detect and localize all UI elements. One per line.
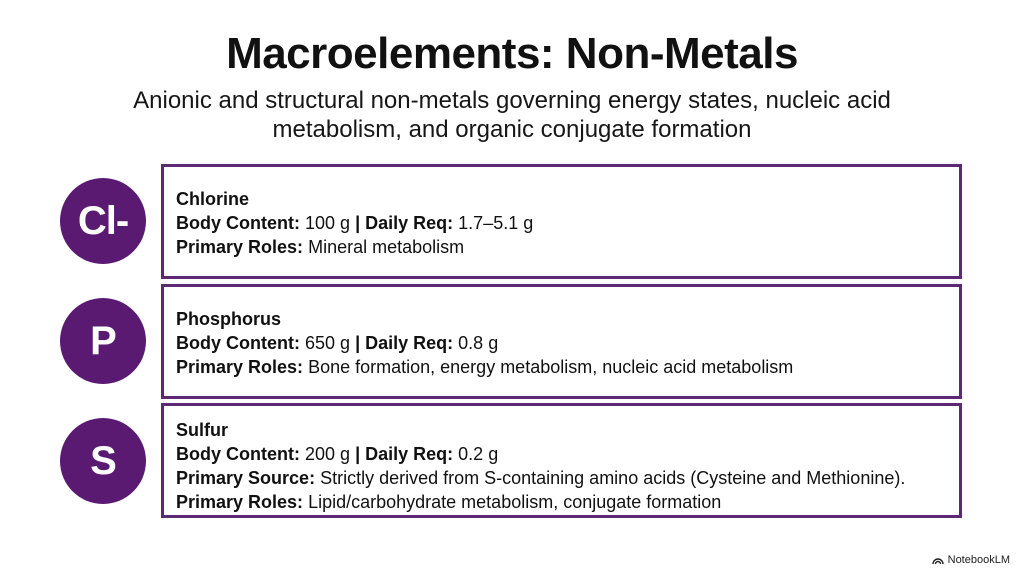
- slide-subtitle: Anionic and structural non-metals governing energy states, nucleic acid metabolism, and organic conjugate formation: [133, 87, 891, 143]
- body-content-line: [176, 211, 959, 235]
- body-content-line: [176, 442, 959, 466]
- primary-source-value: Strictly derived from S-containing amino acids (Cysteine and Methionine).: [320, 468, 906, 488]
- primary-roles-label: Primary Roles:: [176, 492, 304, 512]
- daily-req-label: Daily Req:: [365, 333, 454, 353]
- body-content-value: 200 g: [305, 444, 351, 464]
- footer-brand: [932, 554, 1010, 566]
- body-content-line: [176, 331, 959, 355]
- daily-req-value: 0.8 g: [458, 333, 499, 353]
- daily-req-label: Daily Req:: [365, 444, 454, 464]
- primary-source-line: [176, 466, 959, 490]
- element-card-chlorine: [161, 164, 962, 279]
- body-content-label: Body Content:: [176, 333, 300, 353]
- element-card-phosphorus: [161, 284, 962, 399]
- element-card-sulfur: [161, 403, 962, 518]
- brand-name: NotebookLM: [947, 554, 1010, 566]
- body-content-label: Body Content:: [176, 444, 300, 464]
- primary-roles-line: [176, 355, 959, 379]
- primary-roles-value: Mineral metabolism: [308, 237, 465, 257]
- body-content-value: 100 g: [305, 213, 351, 233]
- primary-roles-label: Primary Roles:: [176, 357, 304, 377]
- element-symbol-badge: S: [60, 418, 146, 504]
- notebooklm-logo-icon: [932, 556, 944, 565]
- primary-roles-label: Primary Roles:: [176, 237, 304, 257]
- slide-title: Macroelements: Non-Metals: [226, 29, 798, 78]
- primary-roles-line: [176, 235, 959, 259]
- primary-source-label: Primary Source:: [176, 468, 316, 488]
- daily-req-label: Daily Req:: [365, 213, 454, 233]
- primary-roles-line: [176, 490, 959, 514]
- daily-req-value: 0.2 g: [458, 444, 499, 464]
- daily-req-value: 1.7–5.1 g: [458, 213, 534, 233]
- element-name: Chlorine: [176, 189, 250, 209]
- body-content-label: Body Content:: [176, 213, 300, 233]
- separator: |: [355, 333, 361, 353]
- element-symbol-badge: Cl-: [60, 178, 146, 264]
- element-name: Sulfur: [176, 420, 228, 440]
- element-name: Phosphorus: [176, 309, 282, 329]
- separator: |: [355, 444, 361, 464]
- body-content-value: 650 g: [305, 333, 351, 353]
- primary-roles-value: Bone formation, energy metabolism, nucleic acid metabolism: [308, 357, 794, 377]
- element-symbol-badge: P: [60, 298, 146, 384]
- primary-roles-value: Lipid/carbohydrate metabolism, conjugate formation: [308, 492, 722, 512]
- separator: |: [355, 213, 361, 233]
